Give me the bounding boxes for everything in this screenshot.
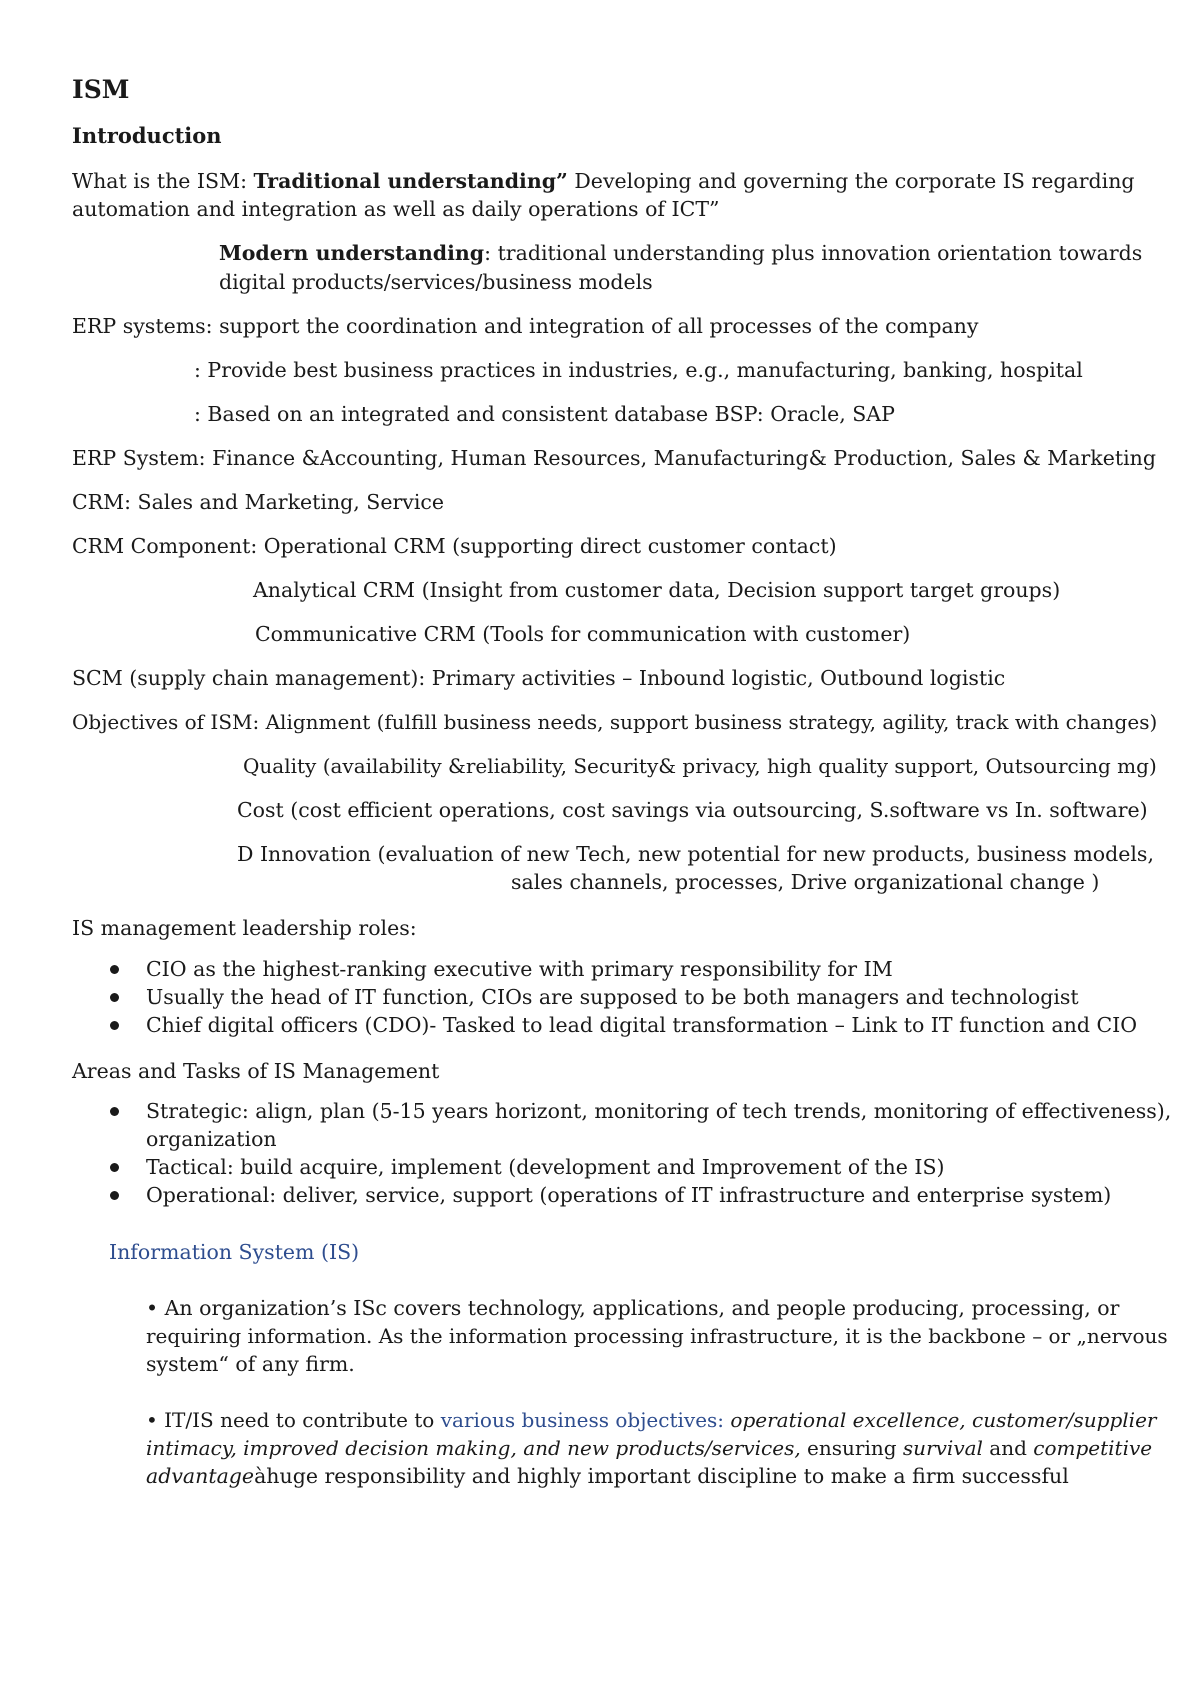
is-paragraph-2-text: àhuge responsibility and highly important discipline to make a firm successful xyxy=(254,1464,1069,1488)
information-system-heading: Information System (IS) xyxy=(109,1240,360,1264)
objectives-innovation-line: D Innovation (evaluation of new Tech, new potential for new products, business models, xyxy=(237,842,1154,866)
objectives-line: Objectives of ISM: Alignment (fulfill business needs, support business strategy, agility, track with changes) xyxy=(72,710,1158,734)
business-objectives-link-text: various business objectives: xyxy=(440,1408,725,1432)
objectives-cost-line: Cost (cost efficient operations, cost savings via outsourcing, S.software vs In. software) xyxy=(237,798,1148,822)
leadership-item: Usually the head of IT function, CIOs are supposed to be both managers and technologist xyxy=(146,985,1079,1009)
erp-systems-line: ERP systems: support the coordination and integration of all processes of the company xyxy=(72,314,979,338)
is-paragraph-2-line xyxy=(146,1462,1069,1490)
areas-item-strategic-cont: organization xyxy=(146,1127,277,1151)
is-paragraph-1-line: requiring information. As the information processing infrastructure, it is the backbone – or „nervous xyxy=(146,1324,1168,1348)
is-paragraph-2-italic: survival xyxy=(902,1436,983,1460)
bullet-dot xyxy=(110,1107,119,1116)
what-is-ism-line xyxy=(72,167,1135,195)
objectives-quality-line: Quality (availability &reliability, Security& privacy, high quality support, Outsourcing mg) xyxy=(243,754,1157,778)
is-paragraph-1-line: • An organization’s ISc covers technology, applications, and people producing, processing, or xyxy=(146,1296,1120,1320)
modern-understanding-term: Modern understanding xyxy=(219,241,485,265)
areas-item-tactical: Tactical: build acquire, implement (development and Improvement of the IS) xyxy=(146,1155,945,1179)
leadership-heading: IS management leadership roles: xyxy=(72,916,417,940)
is-paragraph-2-italic: advantage xyxy=(146,1464,255,1488)
crm-component-line: CRM Component: Operational CRM (supporting direct customer contact) xyxy=(72,534,837,558)
is-paragraph-2-text: ensuring xyxy=(800,1436,903,1460)
areas-heading: Areas and Tasks of IS Management xyxy=(72,1059,440,1083)
scm-line: SCM (supply chain management): Primary activities – Inbound logistic, Outbound logistic xyxy=(72,666,1006,690)
is-paragraph-2-italic: operational excellence, customer/supplier xyxy=(724,1408,1157,1432)
crm-communicative-line: Communicative CRM (Tools for communication with customer) xyxy=(255,622,911,646)
modern-understanding-text-cont: digital products/services/business models xyxy=(219,270,653,294)
bullet-dot xyxy=(110,1021,119,1030)
is-paragraph-2-italic: intimacy, improved decision making, and new products/services, xyxy=(146,1436,801,1460)
is-paragraph-1-line: system“ of any firm. xyxy=(146,1352,355,1376)
leadership-item: Chief digital officers (CDO)- Tasked to lead digital transformation – Link to IT function and CIO xyxy=(146,1013,1138,1037)
areas-item-operational: Operational: deliver, service, support (operations of IT infrastructure and enterprise system) xyxy=(146,1183,1112,1207)
traditional-understanding-text: Developing and governing the corporate IS regarding xyxy=(567,169,1135,193)
is-paragraph-2-line xyxy=(146,1434,1152,1462)
areas-item-strategic: Strategic: align, plan (5-15 years horizont, monitoring of tech trends, monitoring of effectiveness), xyxy=(146,1099,1172,1123)
traditional-understanding-text-cont: automation and integration as well as daily operations of ICT” xyxy=(72,197,720,221)
bullet-dot xyxy=(110,993,119,1002)
erp-database-line: : Based on an integrated and consistent database BSP: Oracle, SAP xyxy=(194,402,895,426)
document-title: ISM xyxy=(72,75,130,104)
bullet-dot xyxy=(110,965,119,974)
introduction-heading: Introduction xyxy=(72,123,222,148)
bullet-dot xyxy=(110,1191,119,1200)
objectives-innovation-line-cont: sales channels, processes, Drive organizational change ) xyxy=(511,870,1100,894)
is-paragraph-2-text: and xyxy=(982,1436,1034,1460)
modern-understanding-text: : traditional understanding plus innovation orientation towards xyxy=(484,241,1143,265)
leadership-item: CIO as the highest-ranking executive with primary responsibility for IM xyxy=(146,957,893,981)
modern-understanding-line xyxy=(219,239,1142,267)
is-paragraph-2-text: • IT/IS need to contribute to xyxy=(146,1408,441,1432)
erp-best-practices-line: : Provide best business practices in industries, e.g., manufacturing, banking, hospital xyxy=(194,358,1083,382)
crm-line: CRM: Sales and Marketing, Service xyxy=(72,490,445,514)
bullet-dot xyxy=(110,1163,119,1172)
is-paragraph-2-line xyxy=(146,1406,1156,1434)
crm-analytical-line: Analytical CRM (Insight from customer data, Decision support target groups) xyxy=(253,578,1061,602)
erp-system-modules-line: ERP System: Finance &Accounting, Human Resources, Manufacturing& Production, Sales & Marketing xyxy=(72,446,1156,470)
traditional-understanding-term: Traditional understanding” xyxy=(253,169,568,193)
is-paragraph-2-italic: competitive xyxy=(1033,1436,1153,1460)
what-is-label: What is the ISM: xyxy=(72,169,254,193)
